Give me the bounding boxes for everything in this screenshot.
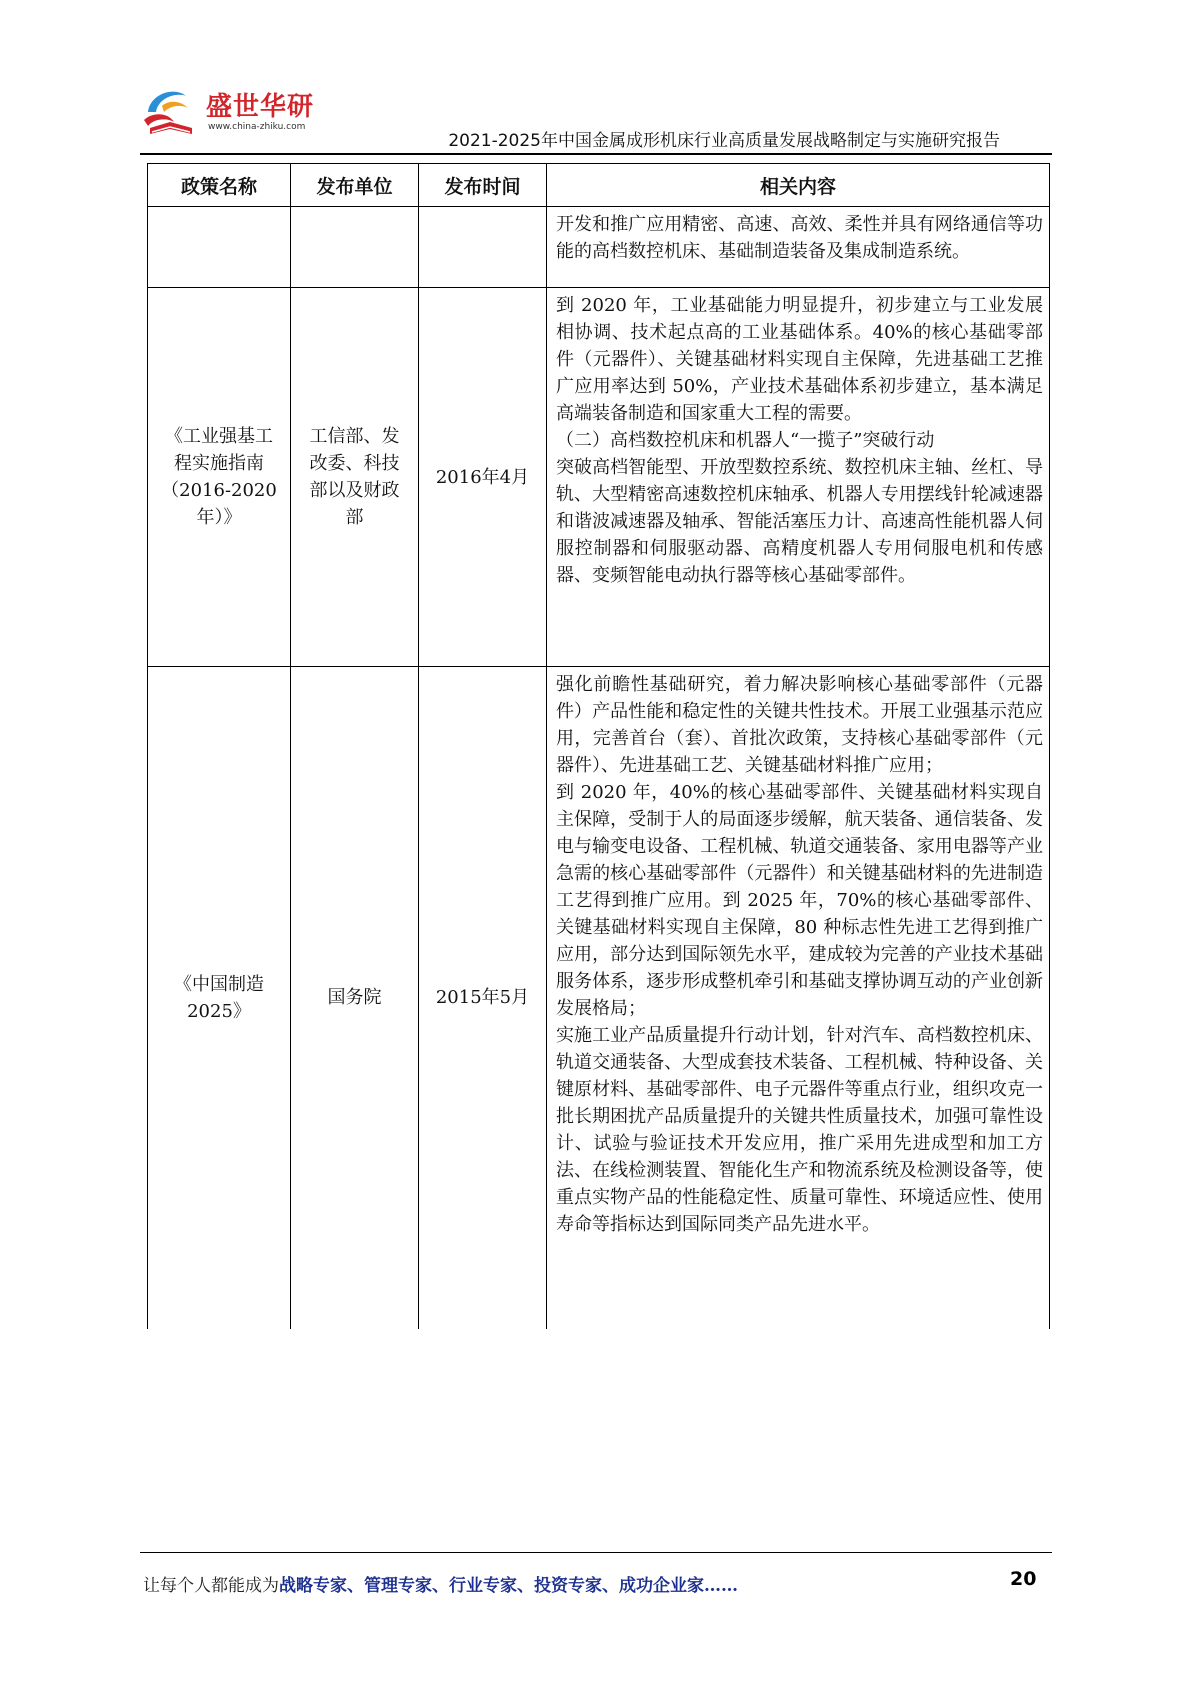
date-cell: 2016年4月 bbox=[419, 288, 547, 667]
content-paragraph: 到 2020 年，40%的核心基础零部件、关键基础材料实现自主保障，受制于人的局面逐步缓解，航天装备、通信装备、发电与输变电设备、工程机械、轨道交通装备、家用电器等产业急需的核心基础零部件（元器件）和关键基础材料的先进制造工艺得到推广应用。到 2025 年，70%的核心基础零部件、关键基础材料实现自主保障，80 种标志性先进工艺得到推广应用，部分达到国际领先水平，建成较为完善的产业技术基础服务体系，逐步形成整机牵引和基础支撑协调互动的产业创新发展格局； bbox=[556, 782, 1043, 1019]
header-divider bbox=[140, 153, 1052, 155]
issuer-cell bbox=[291, 207, 419, 288]
column-header-policy-name: 政策名称 bbox=[148, 164, 291, 207]
issuer-cell: 国务院 bbox=[291, 667, 419, 1329]
content-cell bbox=[547, 207, 1050, 288]
footer-slogan-lead: 让每个人都能成为 bbox=[143, 1576, 279, 1596]
brand-logo bbox=[140, 82, 320, 142]
content-paragraph: 突破高档智能型、开放型数控系统、数控机床主轴、丝杠、导轨、大型精密高速数控机床轴承、机器人专用摆线针轮减速器和谐波减速器及轴承、智能活塞压力计、高速高性能机器人伺服控制器和伺服驱动器、高精度机器人专用伺服电机和传感器、变频智能电动执行器等核心基础零部件。 bbox=[556, 457, 1043, 586]
table-row bbox=[148, 288, 1050, 667]
content-paragraph: 实施工业产品质量提升行动计划，针对汽车、高档数控机床、轨道交通装备、大型成套技术装备、工程机械、特种设备、关键原材料、基础零部件、电子元器件等重点行业，组织攻克一批长期困扰产品质量提升的关键共性质量技术，加强可靠性设计、试验与验证技术开发应用，推广采用先进成型和加工方法、在线检测装置、智能化生产和物流系统及检测设备等，使重点实物产品的性能稳定性、质量可靠性、环境适应性、使用寿命等指标达到国际同类产品先进水平。 bbox=[556, 1025, 1043, 1235]
table-row bbox=[148, 667, 1050, 1329]
content-paragraph: （二）高档数控机床和机器人“一揽子”突破行动 bbox=[556, 430, 935, 451]
table-row bbox=[148, 207, 1050, 288]
content-paragraph: 到 2020 年，工业基础能力明显提升，初步建立与工业发展相协调、技术起点高的工业基础体系。40%的核心基础零部件（元器件）、关键基础材料实现自主保障，先进基础工艺推广应用率达到 50%，产业技术基础体系初步建立，基本满足高端装备制造和国家重大工程的需要。 bbox=[556, 295, 1043, 424]
column-header-content: 相关内容 bbox=[547, 164, 1050, 207]
footer-slogan-roles: 战略专家、管理专家、行业专家、投资专家、成功企业家…… bbox=[279, 1576, 738, 1596]
issuer-cell: 工信部、发改委、科技部以及财政部 bbox=[291, 288, 419, 667]
content-cell bbox=[547, 667, 1050, 1329]
column-header-date: 发布时间 bbox=[419, 164, 547, 207]
table-header-row bbox=[148, 164, 1050, 207]
logo-text: 盛世华研 bbox=[206, 92, 315, 122]
logo-mark-icon bbox=[140, 82, 202, 142]
page-number: 20 bbox=[1010, 1568, 1037, 1590]
footer-divider bbox=[140, 1552, 1052, 1553]
policy-name-cell: 《中国制造2025》 bbox=[148, 667, 291, 1329]
report-title: 2021-2025年中国金属成形机床行业高质量发展战略制定与实施研究报告 bbox=[448, 131, 1000, 151]
content-paragraph: 强化前瞻性基础研究，着力解决影响核心基础零部件（元器件）产品性能和稳定性的关键共性技术。开展工业强基示范应用，完善首台（套）、首批次政策，支持核心基础零部件（元器件）、先进基础工艺、关键基础材料推广应用； bbox=[556, 674, 1043, 776]
policy-name-cell: 《工业强基工程实施指南（2016-2020年）》 bbox=[148, 288, 291, 667]
footer-slogan bbox=[143, 1571, 738, 1596]
content-cell bbox=[547, 288, 1050, 667]
policy-name-cell bbox=[148, 207, 291, 288]
date-cell bbox=[419, 207, 547, 288]
date-cell: 2015年5月 bbox=[419, 667, 547, 1329]
logo-url: www.china-zhiku.com bbox=[208, 122, 306, 132]
content-paragraph: 开发和推广应用精密、高速、高效、柔性并具有网络通信等功能的高档数控机床、基础制造装备及集成制造系统。 bbox=[556, 214, 1043, 262]
policy-table bbox=[147, 163, 1050, 1329]
column-header-issuer: 发布单位 bbox=[291, 164, 419, 207]
